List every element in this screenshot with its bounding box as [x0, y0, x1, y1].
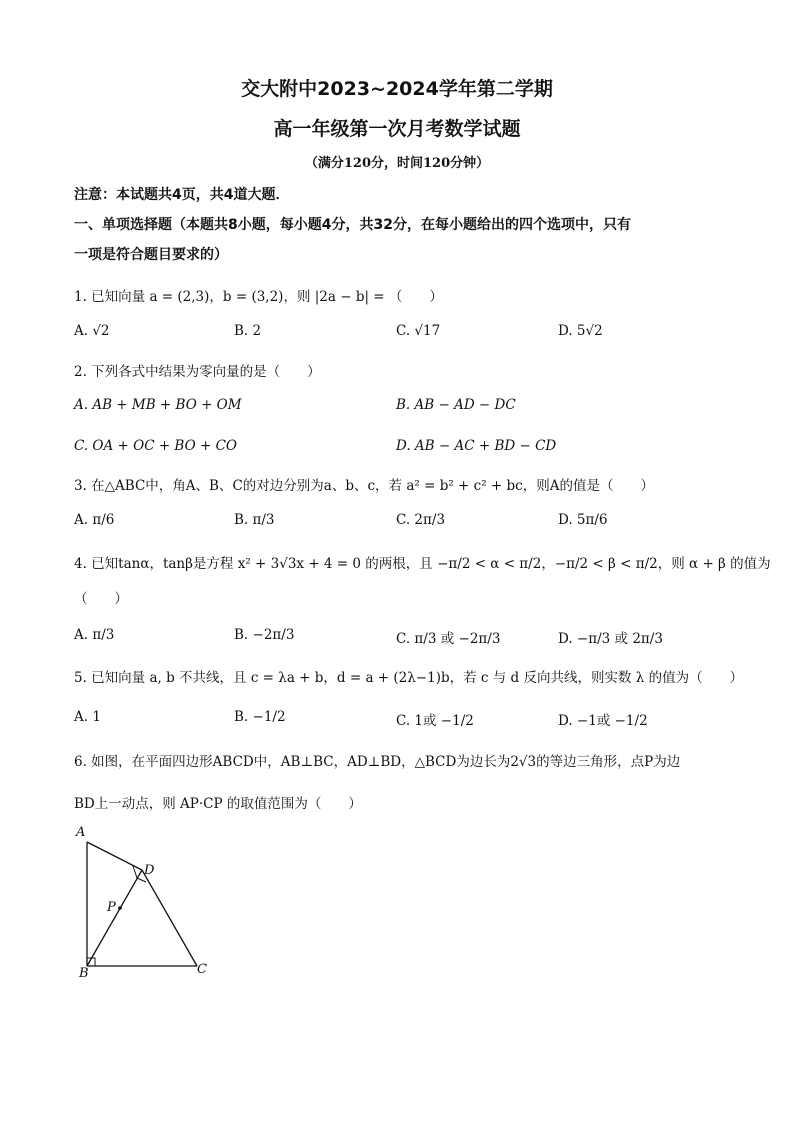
q3-option-b: B. π/3 [234, 512, 275, 528]
edge-ad [87, 842, 142, 870]
q3-option-d: D. 5π/6 [558, 512, 608, 528]
q1-option-d: D. 5√2 [558, 323, 603, 339]
q4-option-a: A. π/3 [74, 627, 115, 643]
quadrilateral-figure [70, 820, 230, 990]
section1-heading-line1: 一、单项选择题（本题共8小题，每小题4分，共32分，在每小题给出的四个选项中，只有 [74, 217, 631, 233]
question-6-stem-line2: BD上一动点，则 AP·CP 的取值范围为（ ） [74, 796, 362, 812]
q2-option-c: C. OA + OC + BO + CO [74, 438, 237, 454]
question-2-stem: 2. 下列各式中结果为零向量的是（ ） [74, 364, 321, 380]
q5-option-c: C. 1或 −1/2 [396, 713, 474, 729]
label-c: C [197, 962, 207, 977]
q2-option-a: A. AB + MB + BO + OM [74, 397, 242, 413]
label-a: A [76, 825, 86, 840]
exam-subtitle: （满分120分，时间120分钟） [304, 156, 490, 171]
q5-option-a: A. 1 [74, 709, 101, 725]
q2-option-d: D. AB − AC + BD − CD [396, 438, 557, 454]
question-1-stem: 1. 已知向量 a = (2,3)，b = (3,2)，则 |2a − b| = （ ） [74, 289, 443, 305]
q1-option-a: A. √2 [74, 323, 110, 339]
question-4-stem-line2: （ ） [74, 591, 128, 607]
question-3-stem: 3. 在△ABC中，角A、B、C的对边分别为a、b、c，若 a² = b² + c² + bc，则A的值是（ ） [74, 478, 654, 494]
q3-option-a: A. π/6 [74, 512, 115, 528]
q5-option-b: B. −1/2 [234, 709, 286, 725]
q5-option-d: D. −1或 −1/2 [558, 713, 648, 729]
label-d: D [144, 863, 155, 878]
q4-option-c: C. π/3 或 −2π/3 [396, 631, 501, 647]
point-p [118, 906, 122, 910]
exam-title-line1: 交大附中2023~2024学年第二学期 [241, 78, 553, 100]
q4-option-b: B. −2π/3 [234, 627, 295, 643]
edge-dc [142, 870, 197, 966]
q1-option-b: B. 2 [234, 323, 262, 339]
question-4-stem-line1: 4. 已知tanα，tanβ是方程 x² + 3√3x + 4 = 0 的两根，且 −π/2 < α < π/2，−π/2 < β < π/2，则 α + β 的值为 [74, 556, 771, 572]
question-6-stem-line1: 6. 如图，在平面四边形ABCD中，AB⊥BC，AD⊥BD，△BCD为边长为2√3的等边三角形，点P为边 [74, 754, 681, 770]
q2-option-b: B. AB − AD − DC [396, 397, 516, 413]
edge-bd [87, 870, 142, 966]
exam-notice: 注意：本试题共4页，共4道大题． [74, 187, 290, 203]
label-p: P [107, 900, 116, 915]
q3-option-c: C. 2π/3 [396, 512, 446, 528]
label-b: B [79, 966, 89, 981]
question-5-stem: 5. 已知向量 a, b 不共线，且 c = λa + b，d = a + (2λ−1)b，若 c 与 d 反向共线，则实数 λ 的值为（ ） [74, 670, 744, 686]
q4-option-d: D. −π/3 或 2π/3 [558, 631, 663, 647]
section1-heading-line2: 一项是符合题目要求的） [74, 247, 228, 263]
q1-option-c: C. √17 [396, 323, 441, 339]
exam-title-line2: 高一年级第一次月考数学试题 [273, 118, 521, 140]
